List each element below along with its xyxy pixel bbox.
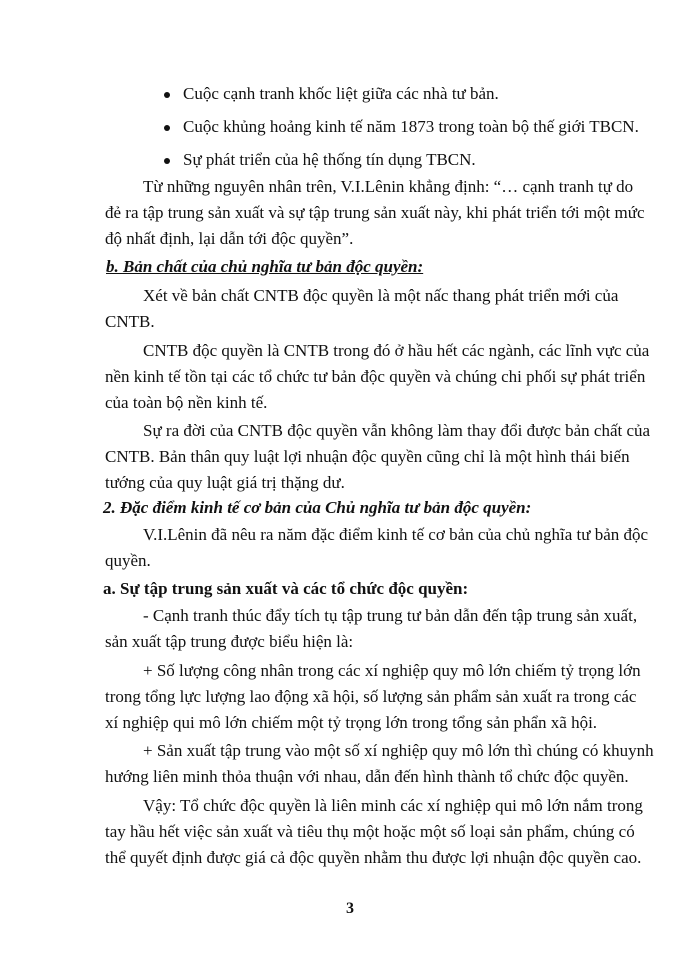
paragraph-line: của toàn bộ nền kinh tế. [105, 393, 268, 412]
section-heading-2: 2. Đặc điểm kinh tế cơ bản của Chủ nghĩa tư bản độc quyền: [103, 498, 532, 517]
paragraph-line: tướng của quy luật giá trị thặng dư. [105, 473, 345, 492]
paragraph-line: nền kinh tế tồn tại các tổ chức tư bản độc quyền và chúng chi phối sự phát triển [105, 367, 646, 386]
paragraph-line: xí nghiệp qui mô lớn chiếm một tỷ trọng lớn trong tổng sản phẩn xã hội. [105, 713, 598, 732]
paragraph-line: CNTB. Bản thân quy luật lợi nhuận độc quyền cũng chỉ là một hình thái biến [105, 447, 630, 466]
paragraph-line: Xét về bản chất CNTB độc quyền là một nấc thang phát triển mới của [143, 286, 619, 305]
paragraph-line: Từ những nguyên nhân trên, V.I.Lênin khẳng định: “… cạnh tranh tự do [143, 177, 634, 196]
page-number: 3 [346, 900, 354, 917]
paragraph-line: V.I.Lênin đã nêu ra năm đặc điểm kinh tế cơ bản của chủ nghĩa tư bản độc [143, 525, 649, 544]
paragraph-line: CNTB. [105, 312, 155, 331]
paragraph-line: đẻ ra tập trung sản xuất và sự tập trung sản xuất này, khi phát triển tới một mức [105, 203, 645, 222]
paragraph-line: sản xuất tập trung được biểu hiện là: [105, 632, 354, 651]
bullet-item: Cuộc khủng hoảng kinh tế năm 1873 trong toàn bộ thế giới TBCN. [183, 117, 639, 136]
paragraph-line: - Cạnh tranh thúc đẩy tích tụ tập trung tư bản dẫn đến tập trung sản xuất, [143, 606, 638, 625]
bullet-item: Sự phát triển của hệ thống tín dụng TBCN. [183, 150, 476, 169]
bullet-item: Cuộc cạnh tranh khốc liệt giữa các nhà tư bản. [183, 84, 499, 103]
paragraph-line: Vậy: Tổ chức độc quyền là liên minh các xí nghiệp qui mô lớn nắm trong [143, 796, 643, 815]
bullet-icon [164, 158, 170, 164]
section-heading-a: a. Sự tập trung sản xuất và các tổ chức độc quyền: [103, 579, 469, 598]
paragraph-line: + Sản xuất tập trung vào một số xí nghiệp quy mô lớn thì chúng có khuynh [143, 741, 654, 760]
paragraph-line: CNTB độc quyền là CNTB trong đó ở hầu hết các ngành, các lĩnh vực của [143, 341, 650, 360]
paragraph-line: hướng liên minh thỏa thuận với nhau, dẫn đến hình thành tổ chức độc quyền. [105, 767, 629, 786]
section-heading-b: b. Bản chất của chủ nghĩa tư bản độc quyền: [106, 257, 424, 276]
paragraph-line: trong tổng lực lượng lao động xã hội, số lượng sản phẩm sản xuất ra trong các [105, 687, 637, 706]
bullet-icon [164, 125, 170, 131]
bullet-icon [164, 92, 170, 98]
paragraph-line: thể quyết định được giá cả độc quyền nhằm thu được lợi nhuận độc quyền cao. [105, 848, 642, 867]
paragraph-line: quyền. [105, 551, 151, 570]
paragraph-line: Sự ra đời của CNTB độc quyền vẫn không làm thay đổi được bản chất của [143, 421, 651, 440]
paragraph-line: + Số lượng công nhân trong các xí nghiệp quy mô lớn chiếm tỷ trọng lớn [143, 661, 641, 680]
paragraph-line: tay hầu hết việc sản xuất và tiêu thụ một hoặc một số loại sản phẩm, chúng có [105, 822, 635, 841]
paragraph-line: độ nhất định, lại dẫn tới độc quyền”. [105, 229, 354, 248]
